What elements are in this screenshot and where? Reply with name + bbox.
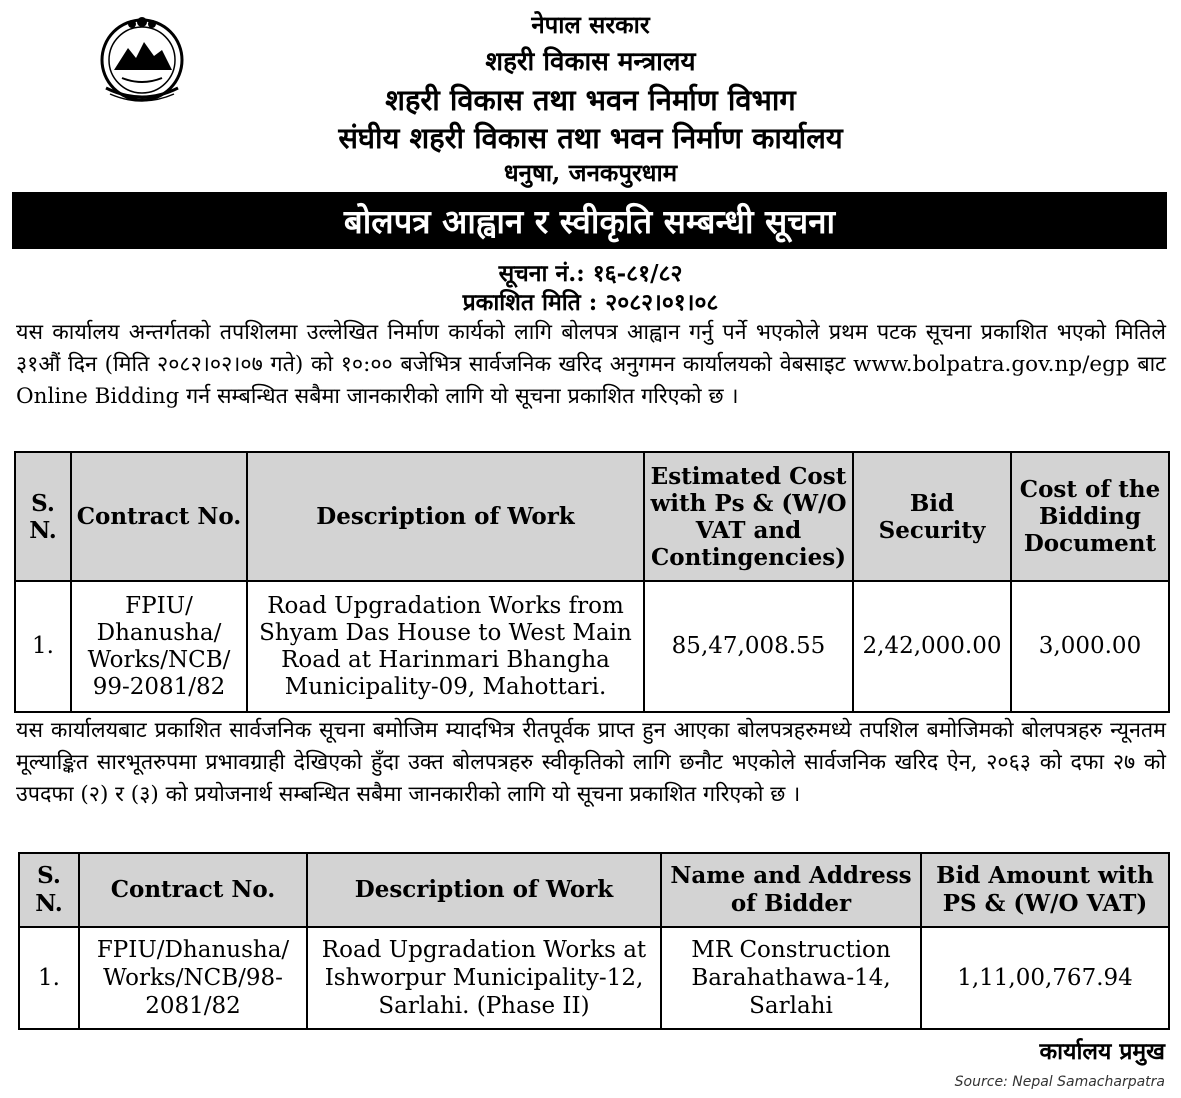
table-header-row <box>15 452 1169 581</box>
bid-acceptance-paragraph: यस कार्यालयबाट प्रकाशित सार्वजनिक सूचना बमोजिम म्यादभित्र रीतपूर्वक प्राप्त हुन आएका बोलपत्रहरुमध्ये तपशिल बमोजिमको बोलपत्रहरु न्यूनतम मूल्याङ्कित सारभूतरुपमा प्रभावग्राही देखिएको हुँदा उक्त बोलपत्रहरु स्वीकृतिको लागि छनौट भएकोले सार्वजनिक खरिद ऐन, २०६३ को दफा २७ को उपदफा (२) र (३) को प्रयोजनार्थ सम्बन्धित सबैमा जानकारीको लागि यो सूचना प्रकाशित गरिएको छ । <box>16 718 1166 807</box>
bid-invitation-paragraph: यस कार्यालय अन्तर्गतको तपशिलमा उल्लेखित निर्माण कार्यको लागि बोलपत्र आह्वान गर्नु पर्ने भएकोले प्रथम पटक सूचना प्रकाशित भएको मितिले ३१औं दिन (मिति २०८२।०२।०७ गते) को १०:०० बजेभित्र सार्वजनिक खरिद अनुगमन कार्यालयको वेबसाइट www.bolpatra.gov.np/egp बाट Online Bidding गर्न सम्बन्धित सबैमा जानकारीको लागि यो सूचना प्रकाशित गरिएको छ । <box>16 320 1166 409</box>
office-name: संघीय शहरी विकास तथा भवन निर्माण कार्यालय <box>338 121 843 155</box>
cell-description: Road Upgradation Works from Shyam Das House to West Main Road at Harinmari Bhangha Municipality-09, Mahottari. <box>247 581 644 712</box>
office-chief-signature: कार्यालय प्रमुख <box>1039 1038 1165 1065</box>
cell-sn: 1. <box>19 927 79 1029</box>
ministry-name: शहरी विकास मन्त्रालय <box>485 47 696 77</box>
header-estimated-cost: Estimated Cost with Ps & (W/O VAT and Contingencies) <box>644 452 853 581</box>
header-description: Description of Work <box>307 853 661 927</box>
cell-contract-no: FPIU/Dhanusha/ Works/NCB/98- 2081/82 <box>79 927 307 1029</box>
header-bid-amount: Bid Amount with PS & (W/O VAT) <box>921 853 1169 927</box>
table-row <box>15 581 1169 712</box>
cell-sn: 1. <box>15 581 71 712</box>
notice-title-banner: बोलपत्र आह्वान र स्वीकृति सम्बन्धी सूचना <box>12 192 1167 249</box>
office-location: धनुषा, जनकपुरधाम <box>503 158 678 187</box>
header-bid-security: Bid Security <box>853 452 1011 581</box>
bid-invitation-table <box>14 451 1170 713</box>
cell-estimated-cost: 85,47,008.55 <box>644 581 853 712</box>
cell-contract-no: FPIU/ Dhanusha/ Works/NCB/ 99-2081/82 <box>71 581 247 712</box>
government-name: नेपाल सरकार <box>531 10 650 39</box>
header-description: Description of Work <box>247 452 644 581</box>
cell-bidder: MR Construction Barahathawa-14, Sarlahi <box>661 927 921 1029</box>
header-bidder: Name and Address of Bidder <box>661 853 921 927</box>
source-credit: Source: Nepal Samacharpatra <box>954 1074 1165 1090</box>
header-contract-no: Contract No. <box>79 853 307 927</box>
cell-bid-amount: 1,11,00,767.94 <box>921 927 1169 1029</box>
notice-number: सूचना नं.: १६-८१/८२ <box>498 260 683 287</box>
department-name: शहरी विकास तथा भवन निर्माण विभाग <box>385 83 796 117</box>
cell-description: Road Upgradation Works at Ishworpur Municipality-12, Sarlahi. (Phase II) <box>307 927 661 1029</box>
header-document-cost: Cost of the Bidding Document <box>1011 452 1169 581</box>
header-sn: S. N. <box>15 452 71 581</box>
cell-bid-security: 2,42,000.00 <box>853 581 1011 712</box>
header-contract-no: Contract No. <box>71 452 247 581</box>
bid-acceptance-table <box>18 852 1170 1030</box>
table-header-row <box>19 853 1169 927</box>
published-date: प्रकाशित मिति : २०८२।०१।०८ <box>462 289 719 316</box>
table-row <box>19 927 1169 1029</box>
cell-document-cost: 3,000.00 <box>1011 581 1169 712</box>
header-sn: S. N. <box>19 853 79 927</box>
